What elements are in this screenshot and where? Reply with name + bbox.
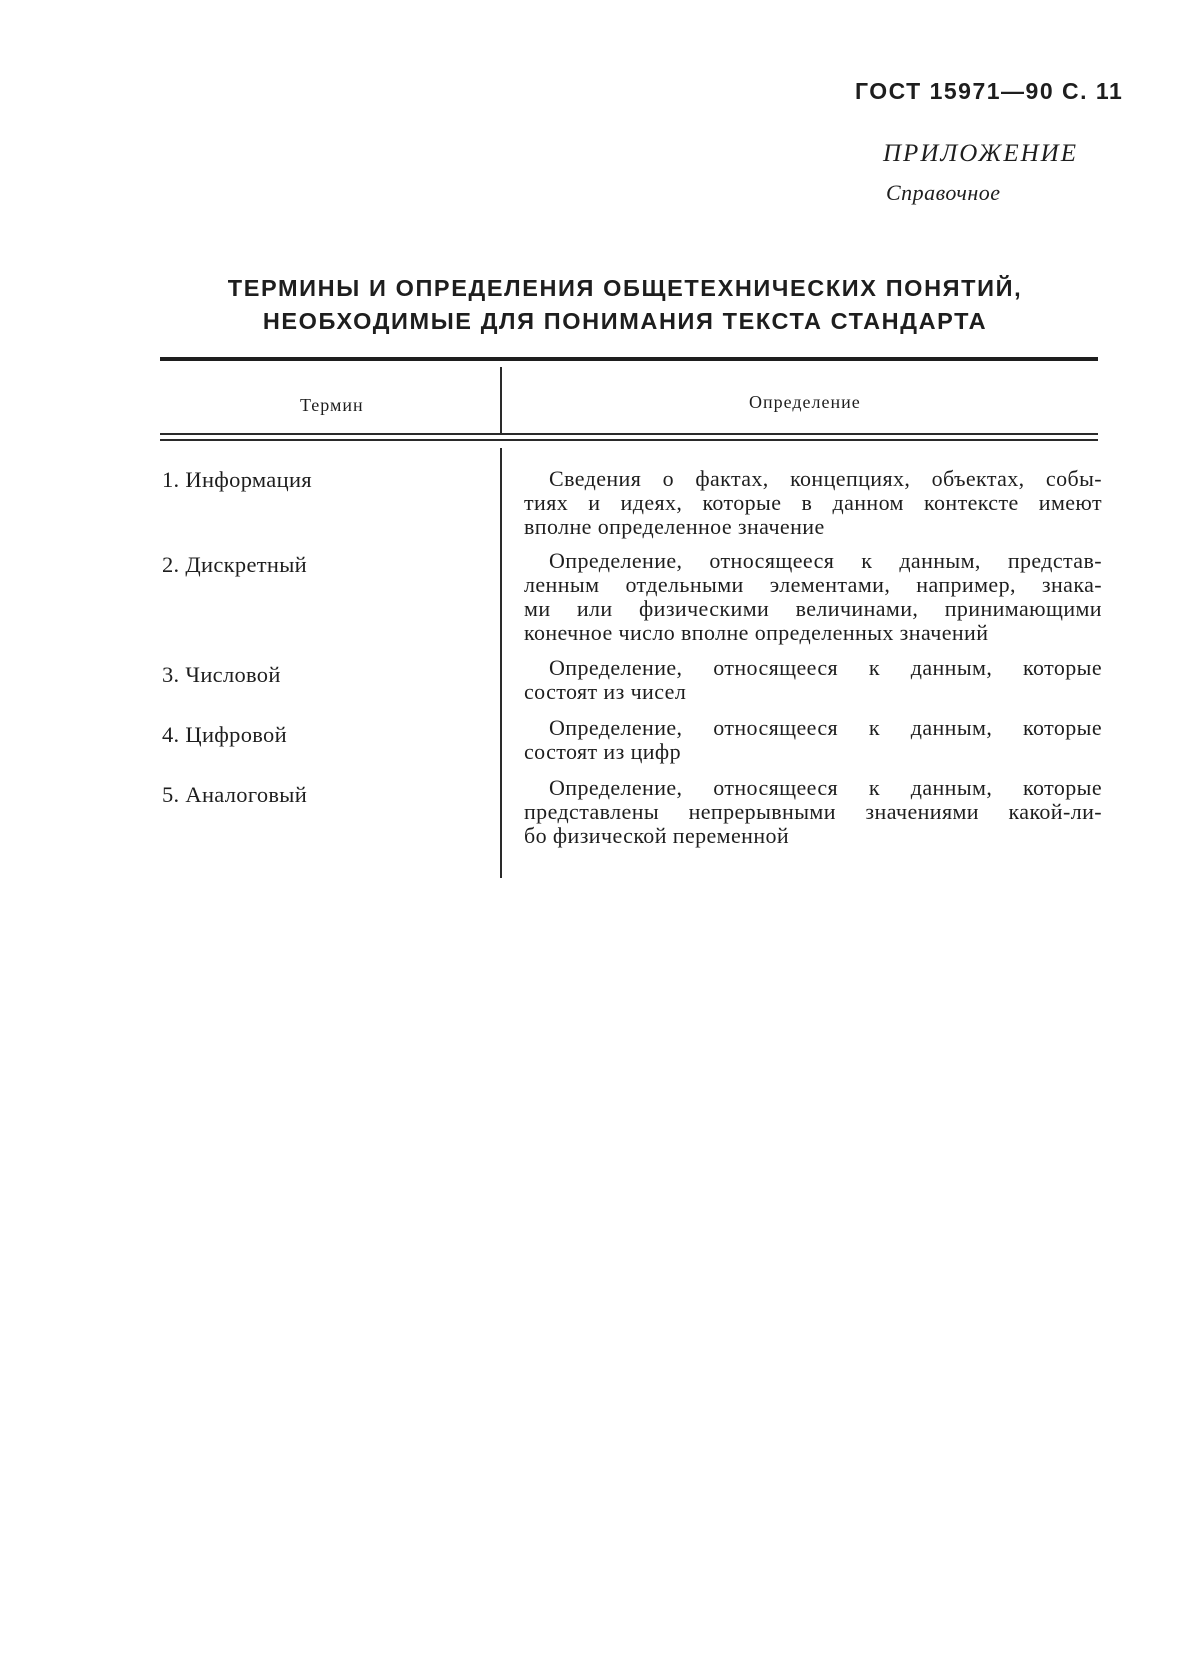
definition-line: Определение, относящееся к данным, представ- <box>549 548 1102 573</box>
table-header-rule-double <box>160 439 1098 441</box>
definition-line: конечное число вполне определенных значений <box>524 620 989 645</box>
definition-4 <box>524 716 1102 764</box>
term-3: 3. Числовой <box>162 662 281 687</box>
table-column-divider <box>500 448 502 878</box>
definition-1 <box>524 467 1102 539</box>
page-title-line-2: НЕОБХОДИМЫЕ ДЛЯ ПОНИМАНИЯ ТЕКСТА СТАНДАРТА <box>262 308 988 334</box>
term-4: 4. Цифровой <box>162 722 287 747</box>
definition-line: вполне определенное значение <box>524 514 825 539</box>
definition-line: состоят из цифр <box>524 739 681 764</box>
term-2: 2. Дискретный <box>162 552 307 577</box>
term-5: 5. Аналоговый <box>162 782 308 807</box>
appendix-title: ПРИЛОЖЕНИЕ <box>883 140 1078 167</box>
definition-line: Определение, относящееся к данным, которые <box>549 715 1102 740</box>
definition-line: ми или физическими величинами, принимающими <box>524 596 1102 621</box>
page-title-line-1: ТЕРМИНЫ И ОПРЕДЕЛЕНИЯ ОБЩЕТЕХНИЧЕСКИХ ПОНЯТИЙ, <box>227 275 1023 301</box>
definition-line: представлены непрерывными значениями какой-ли- <box>524 799 1102 824</box>
definition-line: ленным отдельными элементами, например, знака- <box>524 572 1102 597</box>
document-code: ГОСТ 15971—90 С. 11 <box>855 78 1124 104</box>
definition-line: состоят из чисел <box>524 679 687 704</box>
table-header-divider <box>500 367 502 433</box>
definition-line: Определение, относящееся к данным, которые <box>549 775 1102 800</box>
definition-line: бо физической переменной <box>524 823 790 848</box>
table-top-rule <box>160 357 1098 361</box>
definition-2 <box>524 549 1102 645</box>
page-title <box>150 272 1100 338</box>
column-header-term: Термин <box>300 395 364 415</box>
definition-5 <box>524 776 1102 848</box>
definition-line: Определение, относящееся к данным, которые <box>549 655 1102 680</box>
term-1: 1. Информация <box>162 467 312 492</box>
definition-line: Сведения о фактах, концепциях, объектах, собы- <box>549 466 1102 491</box>
definition-line: тиях и идеях, которые в данном контексте имеют <box>524 490 1102 515</box>
column-header-definition: Определение <box>749 392 861 412</box>
definition-3 <box>524 656 1102 704</box>
appendix-note: Справочное <box>886 180 1001 205</box>
table-header-rule <box>160 433 1098 435</box>
